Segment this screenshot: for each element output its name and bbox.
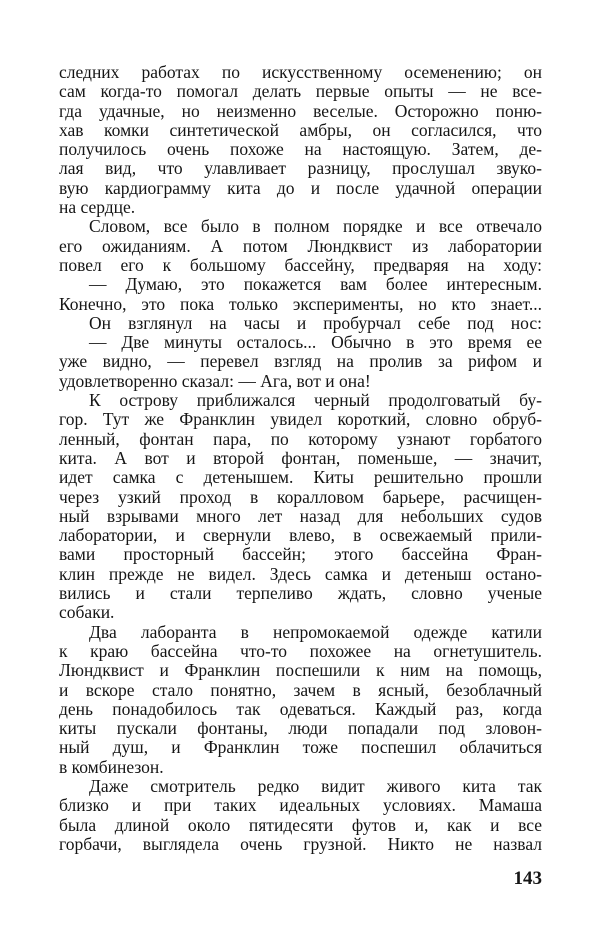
text-line: Словом, все было в полном порядке и все отвечало [89,216,542,237]
text-line: ный душ, и Франклин тоже поспешил облачиться [59,737,542,758]
text-line: сам когда-то помогал делать первые опыты — не все- [59,81,542,102]
text-line: Два лаборанта в непромокаемой одежде катили [89,621,542,642]
text-line: Он взглянул на часы и пробурчал себе под нос: [89,312,542,333]
text-line: лаборатории, и свернули влево, в освежаемый прили- [59,525,542,546]
text-line: получилось очень похоже на настоящую. Затем, де- [59,139,542,160]
text-line: была длиной около пятидесяти футов и, как и все [59,814,542,835]
text-line: через узкий проход в коралловом барьере, расчищен- [59,486,542,507]
text-line: его ожиданиям. А потом Люндквист из лаборатории [59,235,542,256]
text-line: Конечно, это пока только эксперименты, но кто знает... [59,293,542,314]
text-line: и вскоре стало понятно, зачем в ясный, безоблачный [59,679,542,700]
text-line: К острову приближался черный продолговатый бу- [89,390,542,411]
text-line: идет самка с детенышем. Киты решительно прошли [59,467,542,488]
text-line: вами просторный бассейн; этого бассейна Фран- [59,544,542,565]
text-line: повел его к большому бассейну, предваряя на ходу: [59,254,542,275]
text-line: киты пускали фонтаны, люди попадали под зловон- [59,718,542,739]
text-line: собаки. [59,602,115,623]
text-line: ный взрывами много лет назад для небольших судов [59,505,542,526]
text-line: вую кардиограмму кита до и после удачной операции [59,177,542,198]
text-line: хав комки синтетической амбры, он согласился, что [59,119,542,140]
book-page-text [59,63,542,854]
text-line: следних работах по искусственному осеменению; он [59,62,542,82]
text-line: вились и стали терпеливо ждать, словно ученые [59,583,542,604]
text-line: к краю бассейна что-то похожее на огнетушитель. [59,640,542,661]
text-line: на сердце. [59,197,136,218]
text-line: близко и при таких идеальных условиях. Мамаша [59,795,542,816]
text-line: клин прежде не видел. Здесь самка и детеныш остано- [59,563,542,584]
text-line: гда удачные, но неизменно веселые. Осторожно поню- [59,100,542,121]
text-line: Даже смотритель редко видит живого кита так [89,775,542,796]
text-line: — Думаю, это покажется вам более интересным. [89,274,542,295]
text-line: удовлетворенно сказал: — Ага, вот и она! [59,370,371,391]
page-number: 143 [513,868,542,889]
text-line: гор. Тут же Франклин увидел короткий, словно обруб- [59,409,542,430]
text-line: кита. А вот и второй фонтан, поменьше, — значит, [59,447,542,468]
text-line: в комбинезон. [59,756,164,777]
text-line: уже видно, — перевел взгляд на пролив за рифом и [59,351,542,372]
text-line: ленный, фонтан пара, по которому узнают горбатого [59,428,542,449]
text-line: Люндквист и Франклин поспешили к ним на помощь, [59,660,542,681]
text-line: — Две минуты осталось... Обычно в это время ее [89,332,542,353]
text-line: лая вид, что улавливает разницу, прослушал звуко- [59,158,542,179]
text-line: горбачи, выглядела очень грузной. Никто не назвал [59,833,542,854]
text-line: день понадобилось так одеваться. Каждый раз, когда [59,698,542,719]
